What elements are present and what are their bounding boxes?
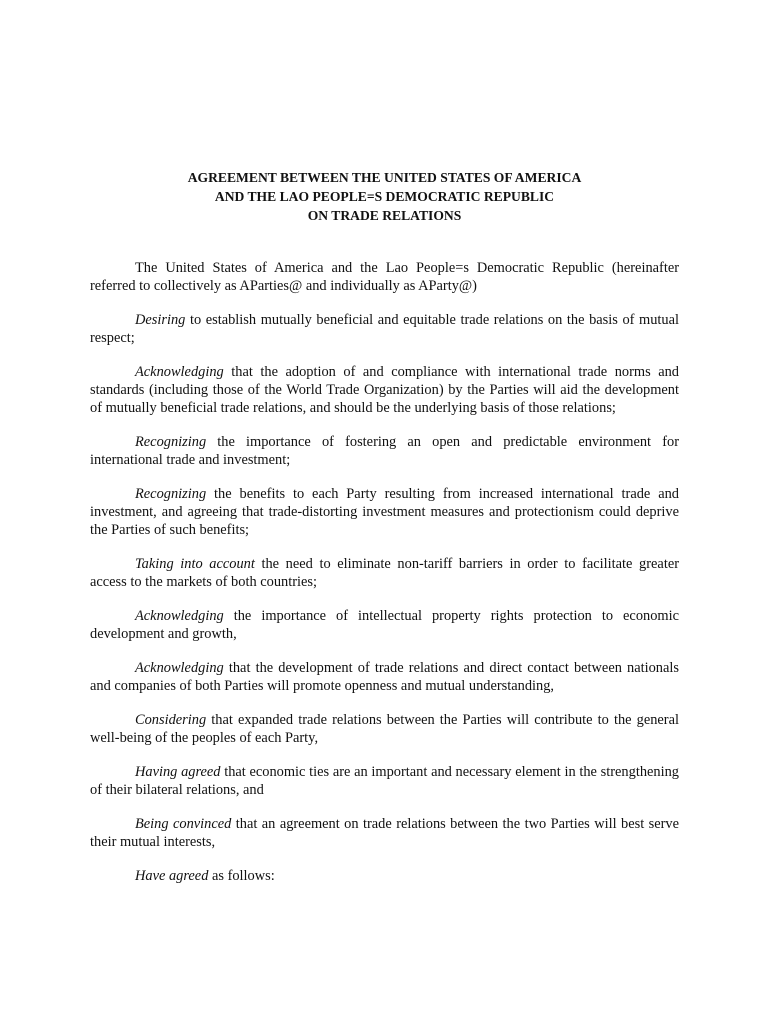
recital-paragraph: [90, 763, 679, 799]
title-line-3: ON TRADE RELATIONS: [307, 208, 462, 223]
recital-paragraph: [90, 815, 679, 851]
recital-lead: Acknowledging: [135, 660, 224, 676]
recital-paragraph: [90, 311, 679, 347]
recital-text: that expanded trade relations between the Parties will contribute to the general well-being of the peoples of each Party,: [90, 712, 679, 746]
recital-text: the importance of intellectual property rights protection to economic development and growth,: [90, 608, 679, 642]
recital-paragraph: [90, 555, 679, 591]
recital-lead: Recognizing: [135, 434, 207, 450]
recital-lead: Recognizing: [135, 486, 207, 502]
recital-text: the benefits to each Party resulting from increased international trade and investment, and agreeing that trade-distorting investment measures and protectionism could deprive the Parties of such benefits;: [90, 486, 679, 538]
recital-paragraph: [90, 711, 679, 747]
recital-lead: Taking into account: [135, 556, 255, 572]
paragraph-text: The United States of America and the Lao People=s Democratic Republic (hereinafter referred to collectively as AParties@ and individually as AParty@): [90, 260, 679, 294]
recital-paragraph: [90, 607, 679, 643]
recital-lead: Having agreed: [135, 764, 221, 780]
recital-text: to establish mutually beneficial and equitable trade relations on the basis of mutual respect;: [90, 312, 679, 346]
recital-text: the need to eliminate non-tariff barriers in order to facilitate greater access to the markets of both countries;: [90, 556, 679, 590]
recital-lead: Acknowledging: [135, 608, 224, 624]
preamble-paragraph: [90, 259, 679, 295]
recital-lead: Being convinced: [135, 816, 232, 832]
recital-lead: Considering: [135, 712, 207, 728]
recital-paragraph: [90, 363, 679, 417]
recital-paragraph: [90, 659, 679, 695]
closing-text: as follows:: [208, 868, 275, 884]
recital-text: that economic ties are an important and necessary element in the strengthening of their bilateral relations, and: [90, 764, 679, 798]
recital-text: that the development of trade relations and direct contact between nationals and companies of both Parties will promote openness and mutual understanding,: [90, 660, 679, 694]
recital-paragraph: [90, 433, 679, 469]
closing-paragraph: [90, 867, 679, 885]
closing-lead: Have agreed: [135, 868, 209, 884]
title-line-2: AND THE LAO PEOPLE=S DEMOCRATIC REPUBLIC: [214, 189, 555, 204]
recital-paragraph: [90, 485, 679, 539]
title-line-1: AGREEMENT BETWEEN THE UNITED STATES OF AMERICA: [187, 170, 582, 185]
recital-lead: Acknowledging: [135, 364, 224, 380]
document-title: [90, 168, 679, 225]
recital-text: the importance of fostering an open and predictable environment for international trade and investment;: [90, 434, 679, 468]
recital-lead: Desiring: [135, 312, 186, 328]
document-page: [90, 168, 679, 901]
recital-text: that the adoption of and compliance with international trade norms and standards (including those of the World Trade Organization) by the Parties will aid the development of mutually beneficial trade relations, and should be the underlying basis of those relations;: [90, 364, 679, 416]
recital-text: that an agreement on trade relations between the two Parties will best serve their mutual interests,: [90, 816, 680, 850]
